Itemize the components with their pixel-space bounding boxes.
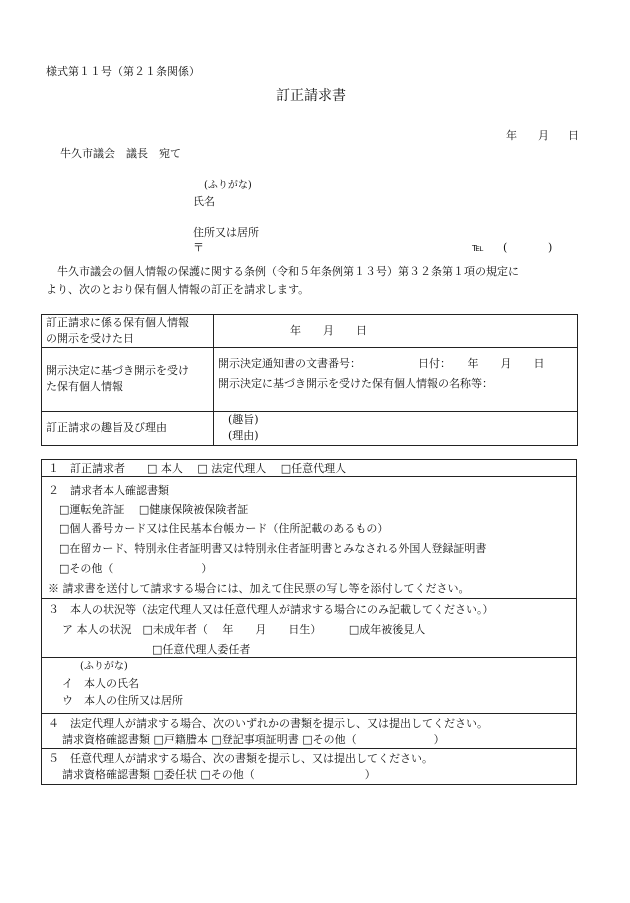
- disclosure-table: [41, 314, 578, 446]
- tel-paren-close: ): [548, 241, 553, 254]
- requester-name-label: 氏名: [193, 195, 215, 208]
- legal-rep-docs: 請求資格確認書類 □戸籍謄本 □登記事項証明書 □その他（ ）: [62, 733, 445, 746]
- table-row: [42, 411, 578, 445]
- disclosed-info-label-line2: た保有個人情報: [46, 380, 123, 394]
- requester-furigana: (ふりがな): [204, 180, 252, 191]
- id-doc-item: □その他（ ）: [59, 562, 213, 575]
- postal-mark: 〒: [193, 241, 204, 254]
- section-requester-type: １ 訂正請求者 □ 本人 □ 法定代理人 □任意代理人: [48, 462, 347, 475]
- disclosed-info-name: 開示決定に基づき開示を受けた保有個人情報の名称等：: [218, 376, 493, 390]
- addressee: 牛久市議会 議長 宛て: [60, 147, 181, 160]
- section-id-heading: ２ 請求者本人確認書類: [48, 484, 169, 497]
- divider: [42, 476, 576, 477]
- tel-paren-open: (: [503, 241, 508, 254]
- disclosure-date-label: [42, 315, 214, 348]
- section-legal-rep: ４ 法定代理人が請求する場合、次のいずれかの書類を提示し、又は提出してください。: [48, 717, 488, 730]
- intro-line-2: より、次のとおり保有個人情報の訂正を請求します。: [46, 283, 310, 296]
- form-number: 様式第１１号（第２１条関係）: [46, 65, 200, 78]
- person-status-line2: □任意代理人委任者: [152, 643, 251, 656]
- section-status-heading: ３ 本人の状況等（法定代理人又は任意代理人が請求する場合にのみ記載してください。）: [48, 603, 494, 616]
- id-doc-item: □個人番号カード又は住民基本台帳カード（住所記載のあるもの）: [59, 522, 389, 535]
- requester-address-label: 住所又は居所: [193, 226, 259, 239]
- disclosure-date-label-line2: の開示を受けた日: [46, 331, 134, 345]
- disclosed-info-label: [42, 347, 214, 411]
- notice-date: 日付： 年 月 日: [418, 356, 545, 370]
- person-name: イ 本人の氏名: [62, 677, 139, 690]
- correction-reason-label: 訂正請求の趣旨及び理由: [42, 411, 214, 445]
- correction-intent: (趣旨): [228, 413, 259, 427]
- disclosure-date-value: [214, 315, 578, 348]
- correction-reason: (理由): [228, 429, 259, 443]
- id-doc-note: ※ 請求書を送付して請求する場合には、加えて住民票の写し等を添付してください。: [48, 582, 470, 595]
- tel-label: ℡: [472, 241, 484, 254]
- table-row: [42, 315, 578, 348]
- divider: [42, 748, 576, 749]
- person-furigana: (ふりがな): [80, 661, 128, 672]
- date-month: 月: [538, 129, 549, 142]
- person-status: ア 本人の状況 □未成年者（ 年 月 日生） □成年被後見人: [62, 623, 426, 636]
- section-voluntary-rep: ５ 任意代理人が請求する場合、次の書類を提示し、又は提出してください。: [48, 752, 433, 765]
- disclosure-date-placeholder: 年 月 日: [290, 323, 367, 337]
- disclosed-info-label-line1: 開示決定に基づき開示を受け: [46, 364, 189, 378]
- intro-line-1: 牛久市議会の個人情報の保護に関する条例（令和５年条例第１３号）第３２条第１項の規定に: [46, 265, 519, 278]
- divider: [42, 657, 576, 658]
- date-year: 年: [506, 129, 517, 142]
- id-doc-item: □運転免許証 □健康保険被保険者証: [59, 503, 249, 516]
- person-address: ウ 本人の住所又は居所: [62, 694, 183, 707]
- disclosed-info-value: [214, 347, 578, 411]
- date-day: 日: [568, 129, 579, 142]
- correction-reason-value: [214, 411, 578, 445]
- requester-details-box: [41, 459, 577, 785]
- divider: [42, 598, 576, 599]
- page-title: 訂正請求書: [276, 88, 346, 104]
- divider: [42, 713, 576, 714]
- disclosure-date-label-line1: 訂正請求に係る保有個人情報: [46, 316, 189, 329]
- voluntary-rep-docs: 請求資格確認書類 □委任状 □その他（ ）: [62, 768, 376, 781]
- id-doc-item: □在留カード、特別永住者証明書又は特別永住者証明書とみなされる外国人登録証明書: [59, 542, 487, 555]
- notice-doc-number: 開示決定通知書の文書番号：: [218, 356, 361, 370]
- table-row: [42, 347, 578, 411]
